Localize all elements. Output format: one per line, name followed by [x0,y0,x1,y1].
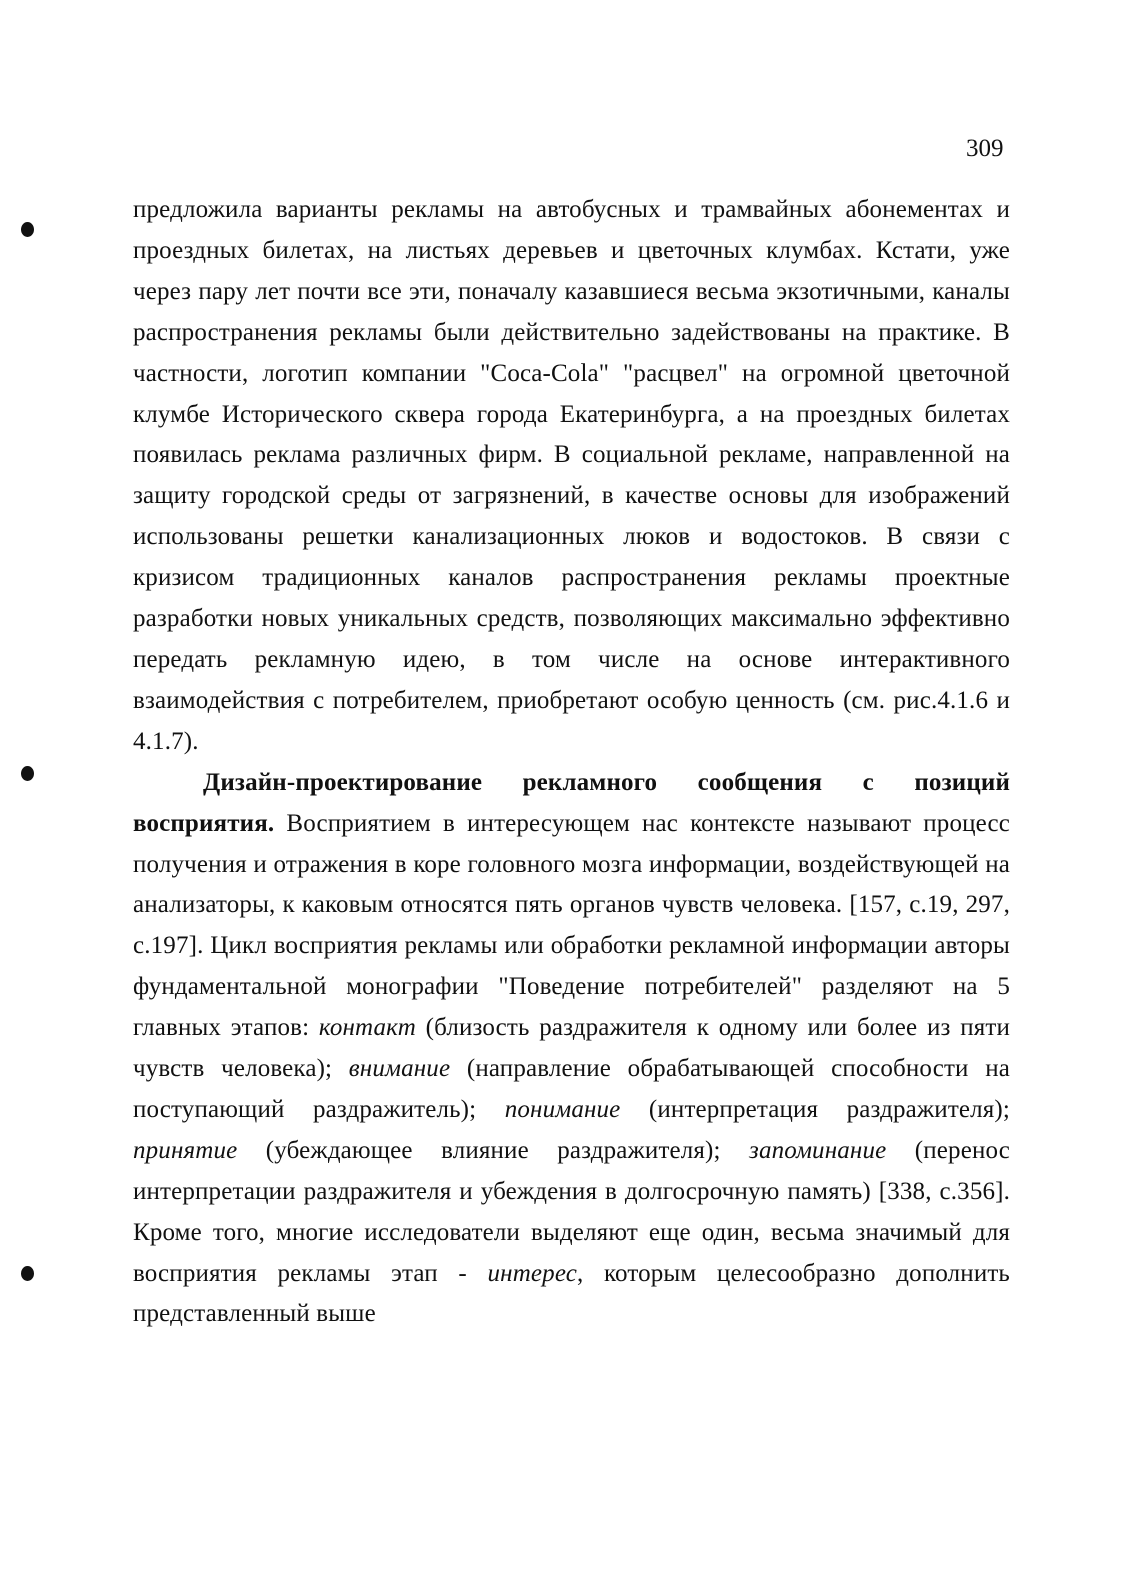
term-attention: внимание [348,1055,451,1083]
paragraph-2 [133,763,1010,1336]
section-heading: Дизайн-проектирование рекламного сообщения с позиций восприятия. [133,768,1010,837]
text-segment: Восприятием в интересующем нас контексте называют процесс получения и отражения в коре головного мозга информации, воздействующей на анализаторы, к каковым относятся пять органов чувств человека. [157, с.19, 297, с.197]. Цикл восприятия рекламы или обработки рекламной информации авторы фундаментальной монографии "Поведение потребителей" разделяют на 5 главных этапов: [133,809,1010,1042]
term-contact: контакт [318,1014,416,1042]
paragraph-1: предложила варианты рекламы на автобусных и трамвайных абонементах и проездных билетах, на листьях деревьев и цветочных клумбах. Кстати, уже через пару лет почти все эти, поначалу казавшиеся весьма экзотичными, каналы распространения рекламы были действительно задействованы на практике. В частности, логотип компании "Coca-Cola" "расцвел" на огромной цветочной клумбе Исторического сквера города Екатеринбурга, а на проездных билетах появилась реклама различных фирм. В социальной рекламе, направленной на защиту городской среды от загрязнений, в качестве основы для изображений использованы решетки канализационных люков и водостоков. В связи с кризисом традиционных каналов распространения рекламы проектные разработки новых уникальных средств, позволяющих максимально эффективно передать рекламную идею, в том числе на основе интерактивного взаимодействия с потребителем, приобретают особую ценность (см. рис.4.1.6 и 4.1.7). [133,196,1010,755]
binder-hole-mark [21,222,34,237]
text-segment: , которым целесообразно дополнить представленный выше [133,1259,1010,1328]
text-segment: (интерпретация раздражителя); [620,1095,1011,1123]
main-text [133,190,1010,1335]
term-memorization: запоминание [749,1136,887,1164]
text-segment: (убеждающее влияние раздражителя); [237,1136,750,1164]
binder-hole-mark [21,766,34,781]
page-number: 309 [966,135,1004,162]
term-understanding: понимание [504,1095,621,1123]
term-interest: интерес [487,1259,577,1287]
binder-hole-mark [21,1266,34,1281]
text-segment: (перенос интерпретации раздражителя и убеждения в долгосрочную память) [338, с.356]. Кроме того, многие исследователи выделяют еще один, весьма значимый для восприятия рекламы этап - [133,1136,1010,1287]
text-segment: (направление обрабатывающей способности на поступающий раздражитель); [133,1055,1010,1123]
term-acceptance: принятие [133,1136,238,1164]
text-segment: (близость раздражителя к одному или более из пяти чувств человека); [133,1014,1011,1083]
